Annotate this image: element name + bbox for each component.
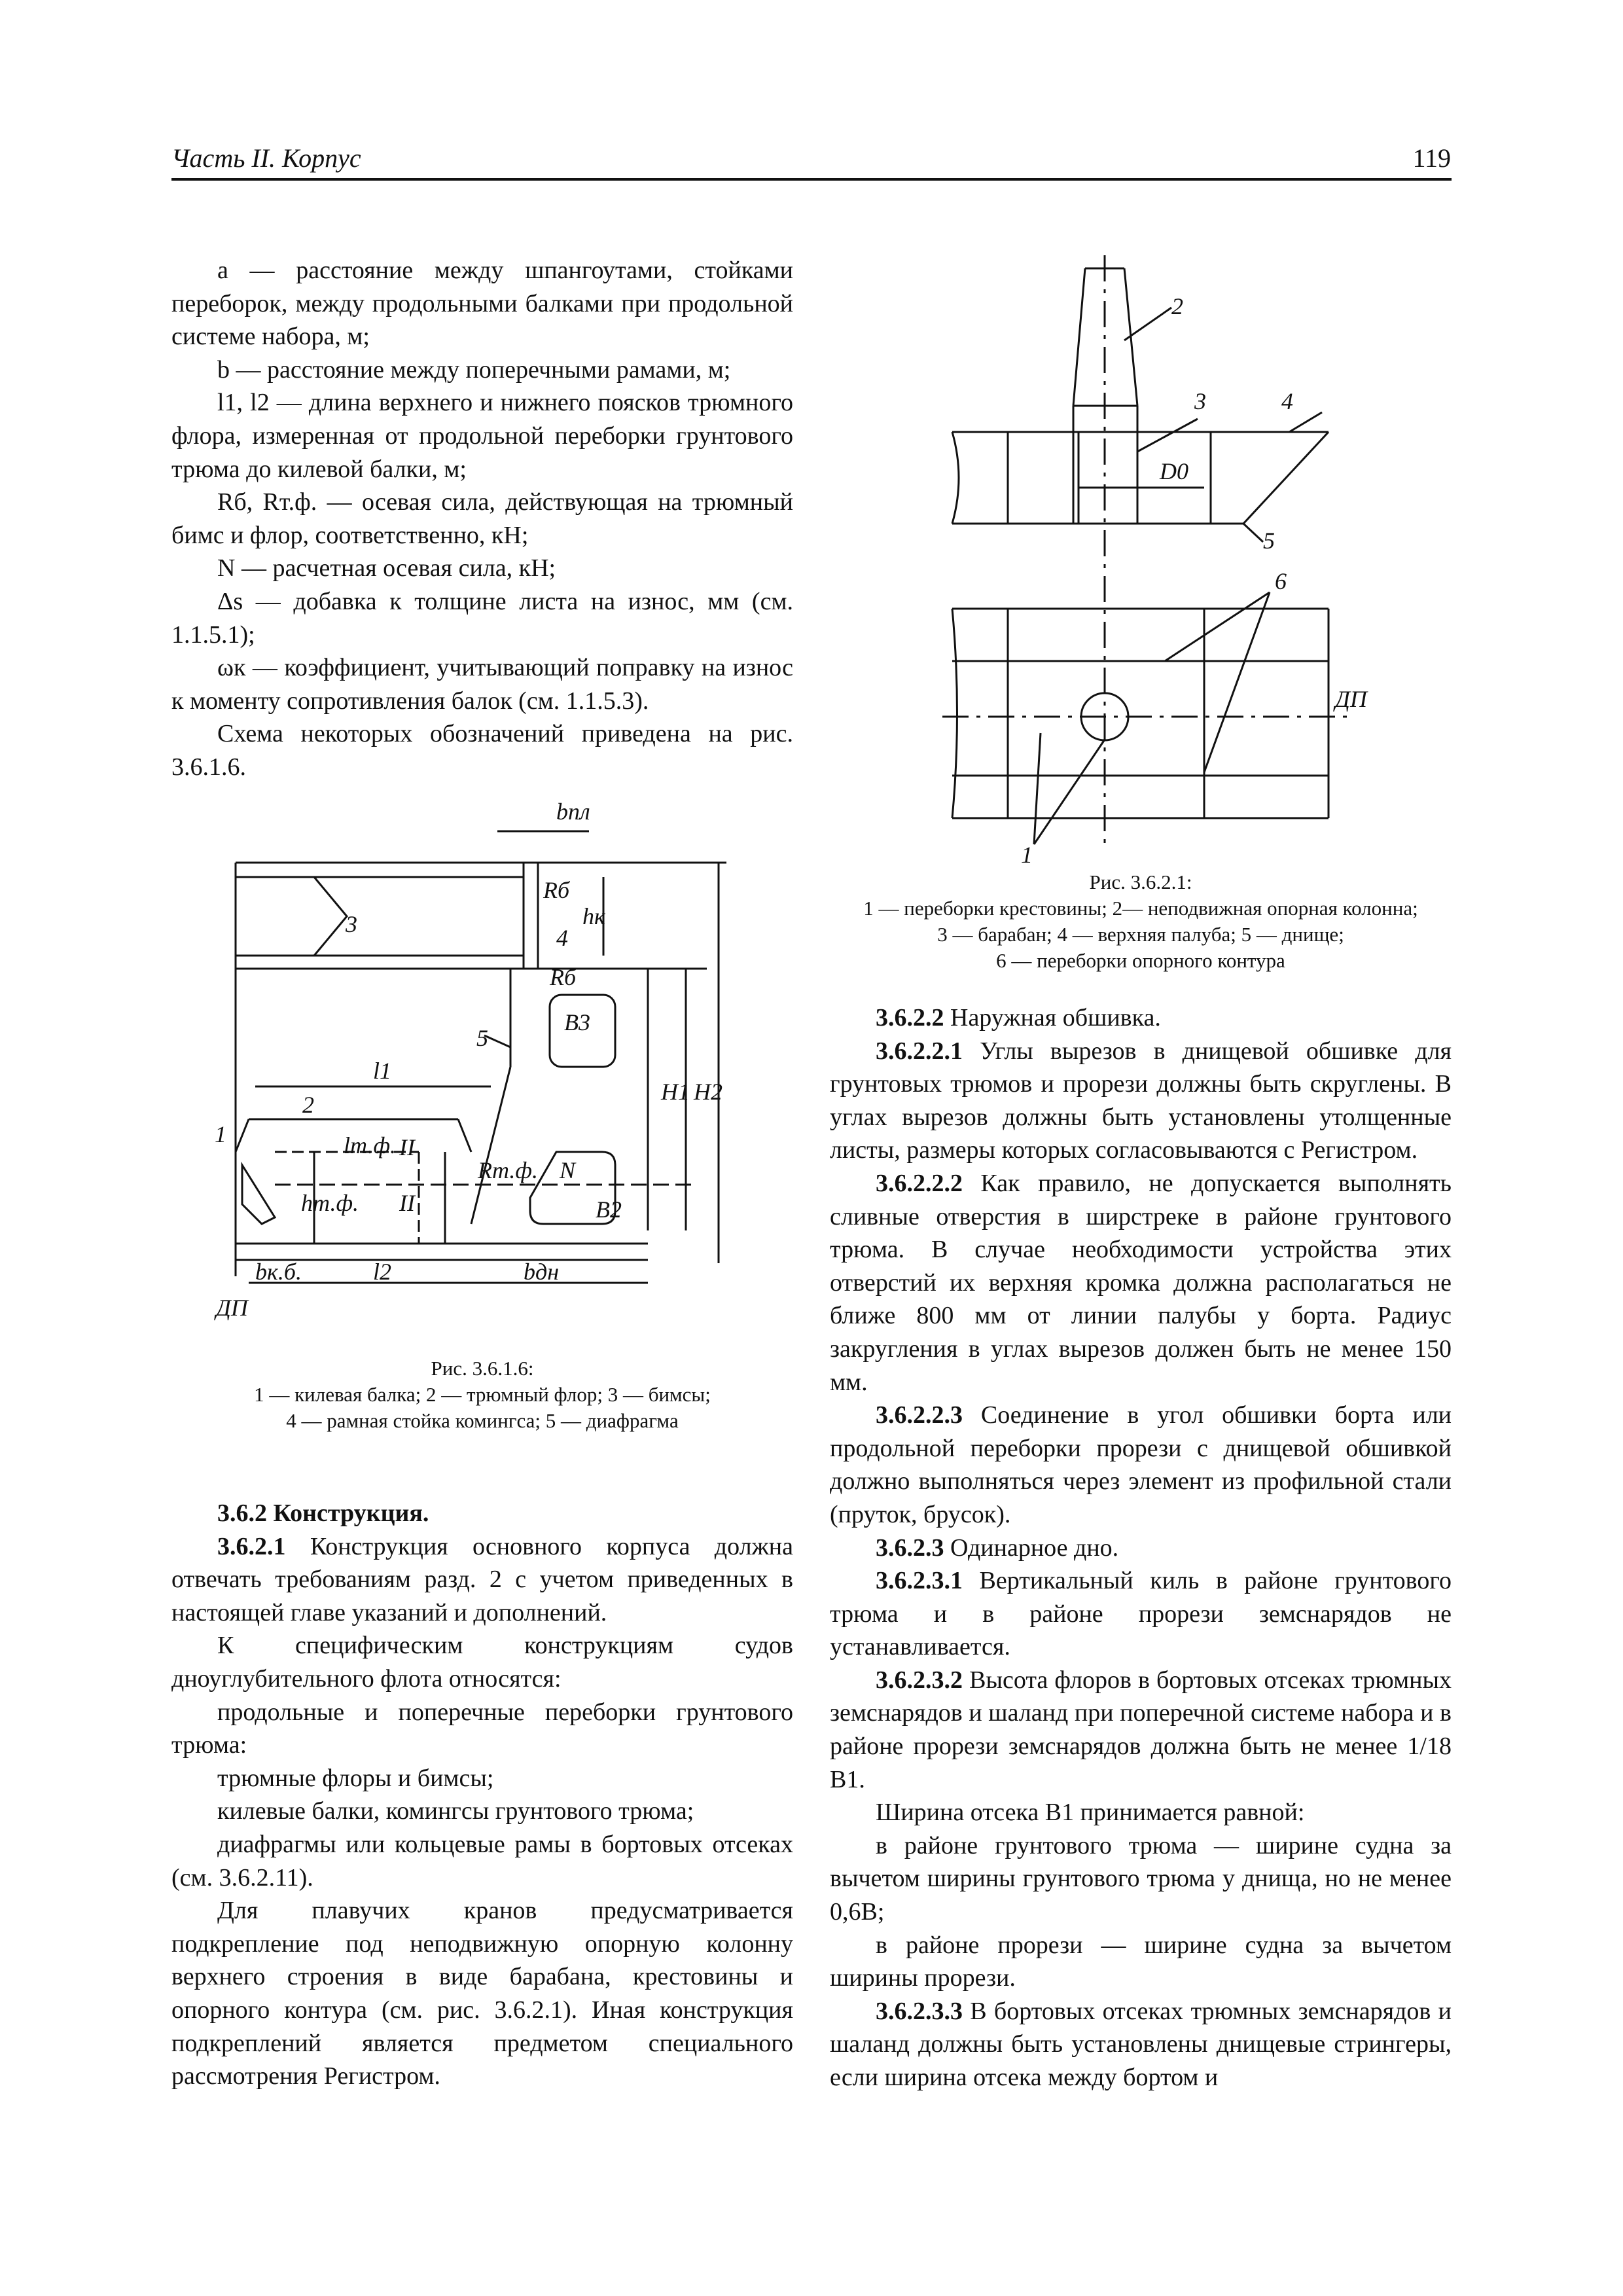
fig-label-b-dn: bдн bbox=[524, 1259, 560, 1285]
fig-label-n: N bbox=[560, 1157, 576, 1183]
fig-label-1: 1 bbox=[215, 1121, 226, 1147]
fig-label-r-b-top: Rб bbox=[543, 877, 570, 903]
fig-label-5: 5 bbox=[476, 1025, 488, 1051]
fig-label-ii-top: II bbox=[399, 1134, 415, 1160]
fig-label-ii-low: II bbox=[399, 1190, 415, 1216]
paragraph: в районе прорези — ширине судна за вычетом ширины прорези. bbox=[830, 1931, 1452, 1992]
fig-label-dp: ДП bbox=[216, 1295, 248, 1321]
caption-line: 3 — барабан; 4 — верхняя палуба; 5 — днище; bbox=[937, 923, 1344, 946]
fig-label-3: 3 bbox=[1194, 388, 1206, 414]
fig-label-1: 1 bbox=[1021, 842, 1033, 868]
running-title: Часть II. Корпус bbox=[171, 143, 361, 173]
figure-reference: Схема некоторых обозначений приведена на рис. 3.6.1.6. bbox=[171, 720, 793, 781]
fig-label-b3: B3 bbox=[564, 1009, 590, 1035]
fig-label-d0: D0 bbox=[1160, 458, 1188, 484]
paragraph: К специфическим конструкциям судов дноуглубительного флота относятся: bbox=[171, 1632, 793, 1693]
caption-line: 1 — переборки крестовины; 2— неподвижная опорная колонна; bbox=[863, 897, 1418, 920]
paragraph-3-6-2-3: 3.6.2.3 Одинарное дно. bbox=[876, 1534, 1119, 1562]
figure-caption-right bbox=[830, 869, 1452, 974]
fig-label-4: 4 bbox=[556, 925, 568, 951]
definition-a: a — расстояние между шпангоутами, стойками переборок, между продольными балками при продольной системе набора, м; bbox=[171, 257, 793, 351]
definition-r: Rб, Rт.ф. — осевая сила, действующая на трюмный бимс и флор, соответственно, кН; bbox=[171, 488, 793, 549]
fig-label-h2: H2 bbox=[694, 1079, 722, 1105]
fig-label-b-kb: bк.б. bbox=[255, 1259, 302, 1285]
fig-label-l2: l2 bbox=[373, 1259, 392, 1285]
caption-line: 4 — рамная стойка комингса; 5 — диафрагма bbox=[286, 1409, 679, 1432]
fig-label-h-k: hк bbox=[582, 903, 605, 929]
paragraph: Для плавучих кранов предусматривается подкрепление под неподвижную опорную колонну верхнего строения в виде барабана, крестовины и опорного контура (см. рис. 3.6.2.1). Иная конструкция подкреплений является предметом специального рассмотрения Регистром. bbox=[171, 1897, 793, 2090]
fig-label-b-pl: bпл bbox=[556, 798, 590, 825]
paragraph-3-6-2-3-3: 3.6.2.3.3 В бортовых отсеках трюмных земснарядов и шаланд должны быть установлены днищевые стрингеры, если ширина отсека между бортом и bbox=[830, 1997, 1452, 2091]
section-heading: 3.6.2 Конструкция. bbox=[217, 1499, 429, 1527]
definition-ds: Δs — добавка к толщине листа на износ, мм (см. 1.1.5.1); bbox=[171, 587, 793, 649]
fig-label-2: 2 bbox=[1171, 293, 1183, 319]
fig-label-l1: l1 bbox=[373, 1058, 392, 1084]
list-item: диафрагмы или кольцевые рамы в бортовых отсеках (см. 3.6.2.11). bbox=[171, 1830, 793, 1892]
fig-label-6: 6 bbox=[1275, 568, 1287, 594]
fig-label-h-tf: hт.ф. bbox=[301, 1190, 359, 1216]
paragraph-3-6-2-2-3: 3.6.2.2.3 Соединение в угол обшивки борта или продольной переборки прорези с днищевой обшивкой должно выполняться через элемент из профильной стали (пруток, брусок). bbox=[830, 1401, 1452, 1528]
definition-omega: ωк — коэффициент, учитывающий поправку на износ к моменту сопротивления балок (см. 1.1.5.3). bbox=[171, 654, 793, 715]
list-item: продольные и поперечные переборки грунтового трюма: bbox=[171, 1698, 793, 1759]
paragraph-3-6-2-2-2: 3.6.2.2.2 Как правило, не допускается выполнять сливные отверстия в ширстреке в районе грунтового трюма. В случае необходимости устройства этих отверстий их верхняя кромка должна располагаться не ближе 800 мм от линии палубы у борта. Радиус закругления в углах вырезов должен быть не менее 150 мм. bbox=[830, 1169, 1452, 1396]
caption-title: Рис. 3.6.2.1: bbox=[1089, 870, 1192, 893]
paragraph-3-6-2-2-1: 3.6.2.2.1 Углы вырезов в днищевой обшивке для грунтовых трюмов и прорези должны быть скруглены. В углах вырезов должны быть установлены утолщенные листы, размеры которых согласовываются с Регистром. bbox=[830, 1037, 1452, 1164]
paragraph: Ширина отсека B1 принимается равной: bbox=[876, 1799, 1305, 1827]
caption-title: Рис. 3.6.1.6: bbox=[431, 1357, 534, 1380]
list-item: трюмные флоры и бимсы; bbox=[217, 1764, 494, 1792]
fig-label-r-b-low: Rб bbox=[550, 964, 577, 990]
paragraph-3-6-2-3-1: 3.6.2.3.1 Вертикальный киль в районе грунтового трюма и в районе прорези земснарядов не устанавливается. bbox=[830, 1567, 1452, 1661]
fig-label-3: 3 bbox=[346, 911, 357, 937]
fig-label-b2: B2 bbox=[596, 1196, 622, 1223]
caption-line: 6 — переборки опорного контура bbox=[996, 949, 1285, 972]
paragraph-3-6-2-1: 3.6.2.1 Конструкция основного корпуса должна отвечать требованиям разд. 2 с учетом приведенных в настоящей главе указаний и дополнений. bbox=[171, 1532, 793, 1626]
caption-line: 1 — килевая балка; 2 — трюмный флор; 3 — бимсы; bbox=[254, 1383, 711, 1406]
page-number: 119 bbox=[1412, 143, 1451, 173]
fig-label-r-tf: Rт.ф. bbox=[478, 1157, 538, 1183]
fig-label-h1: H1 bbox=[661, 1079, 690, 1105]
fig-label-dp: ДП bbox=[1335, 686, 1367, 712]
paragraph-3-6-2-3-2: 3.6.2.3.2 Высота флоров в бортовых отсеках трюмных земснарядов и шаланд при поперечной системе набора и в районе прорези земснарядов должна быть не менее 1/18 B1. bbox=[830, 1666, 1452, 1793]
right-column-text bbox=[830, 1001, 1452, 2094]
paragraph-3-6-2-2: 3.6.2.2 Наружная обшивка. bbox=[876, 1004, 1161, 1031]
fig-label-4: 4 bbox=[1281, 388, 1293, 414]
list-item: килевые балки, комингсы грунтового трюма; bbox=[217, 1797, 694, 1825]
definition-b: b — расстояние между поперечными рамами, м; bbox=[217, 355, 731, 384]
fig-label-2: 2 bbox=[302, 1092, 314, 1118]
fig-label-l-tf: lт.ф. bbox=[344, 1132, 396, 1158]
paragraph: в районе грунтового трюма — ширине судна за вычетом ширины грунтового трюма у днища, но не менее 0,6B; bbox=[830, 1831, 1452, 1926]
definition-l: l1, l2 — длина верхнего и нижнего поясков трюмного флора, измеренная от продольной переборки грунтового трюма до килевой балки, м; bbox=[171, 389, 793, 483]
definition-n: N — расчетная осевая сила, кН; bbox=[217, 554, 556, 583]
fig-label-5: 5 bbox=[1263, 528, 1275, 554]
